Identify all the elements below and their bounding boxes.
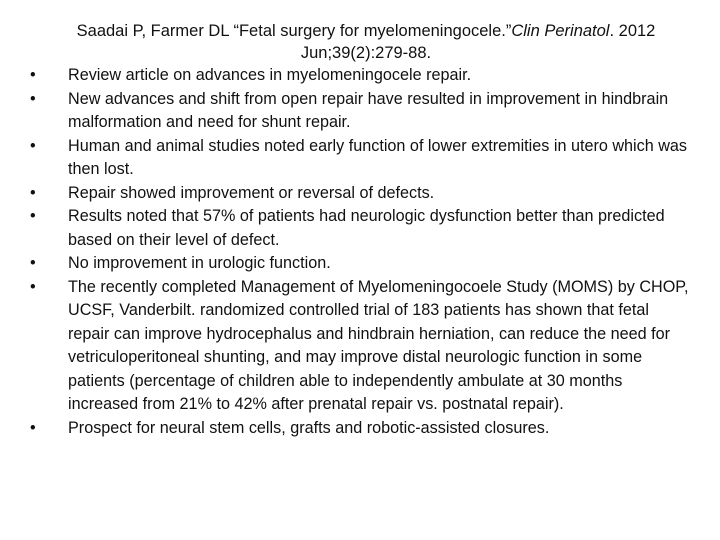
bullet-text: No improvement in urologic function. [68,254,331,272]
citation-title [20,20,696,64]
bullet-item [20,182,696,206]
bullet-icon: • [30,207,36,225]
bullet-text: Human and animal studies noted early function of lower extremities in utero which was then lost. [68,136,688,178]
bullet-icon: • [30,418,36,437]
bullet-text: Repair showed improvement or reversal of defects. [68,183,435,202]
bullet-item [20,252,696,276]
bullet-item [20,88,696,135]
citation-journal: Clin Perinatol [511,22,610,40]
bullet-item [20,417,696,441]
bullet-text: New advances and shift from open repair have resulted in improvement in hindbrain malformation and need for shunt repair. [68,89,669,131]
bullet-item [20,64,696,88]
citation-article-title: “Fetal surgery for myelomeningocele.” [233,22,512,40]
bullet-icon: • [30,89,36,108]
bullet-text: Results noted that 57% of patients had neurologic dysfunction better than predicted based on their level of defect. [68,207,665,249]
bullet-icon: • [30,254,36,272]
bullet-list [20,64,696,440]
bullet-text: Prospect for neural stem cells, grafts and robotic-assisted closures. [68,418,550,437]
bullet-icon: • [30,277,36,296]
bullet-icon: • [30,183,36,202]
citation-authors: Saadai P, Farmer DL [76,22,229,40]
bullet-text: Review article on advances in myelomeningocele repair. [68,66,472,84]
citation-details: . 2012 Jun;39(2):279-88. [300,22,656,62]
bullet-item [20,276,696,417]
bullet-icon: • [30,136,36,155]
bullet-item [20,135,696,182]
bullet-icon: • [30,66,36,84]
bullet-text: The recently completed Management of Myelomeningocoele Study (MOMS) by CHOP, UCSF, Vanderbilt. randomized controlled trial of 183 patients has shown that fetal repair can improve hydrocephalus and hindbrain herniation, can reduce the need for vetriculoperitoneal shunting, and may improve distal neurologic function in some patients (percentage of children able to independently ambulate at 30 months increased from 21% to 42% after prenatal repair vs. postnatal repair). [68,277,689,413]
bullet-item [20,205,696,252]
